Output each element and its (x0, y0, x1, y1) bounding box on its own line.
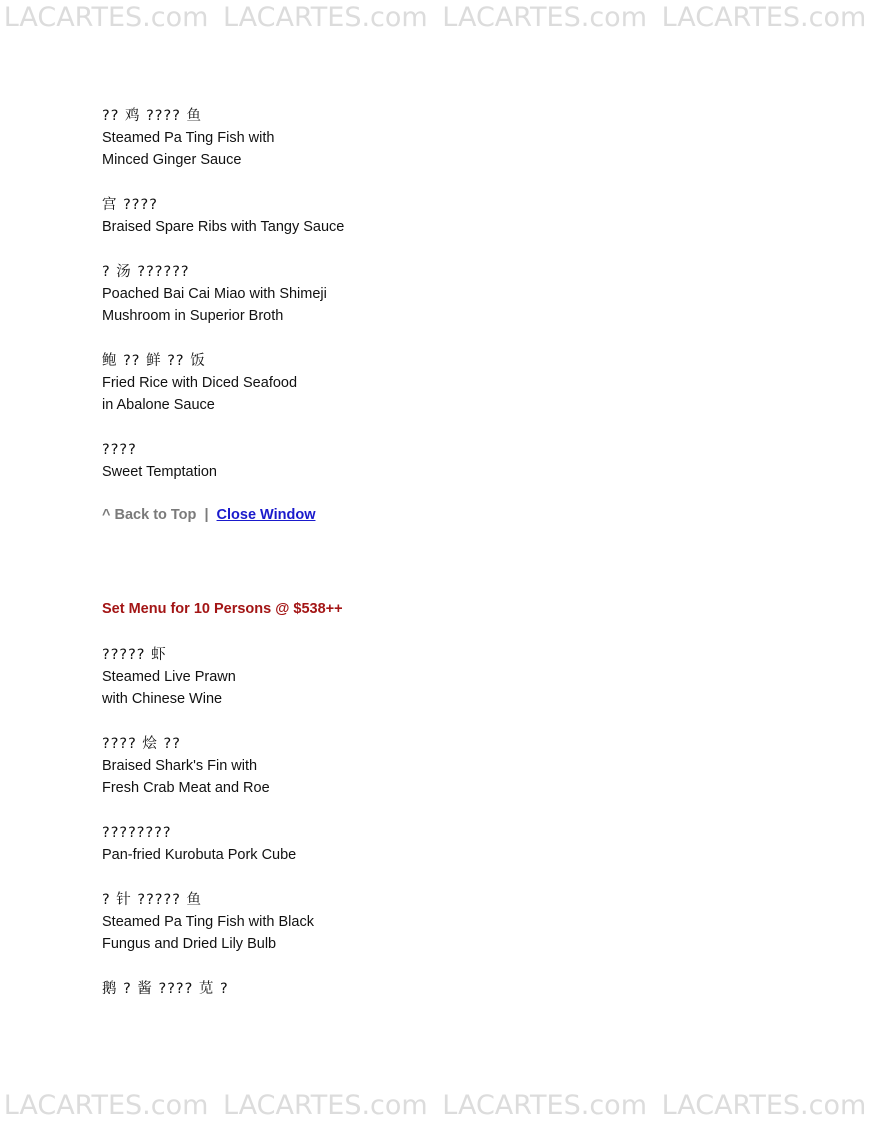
dish-english-line: Fungus and Dried Lily Bulb (102, 936, 277, 952)
dish-english-line: Braised Shark's Fin with (102, 758, 258, 774)
dish-english-line: Steamed Pa Ting Fish with Black (102, 914, 314, 930)
dish-chinese-name: ???? 烩 ?? (102, 736, 181, 752)
menu-content (102, 105, 702, 1023)
menu-dish (102, 978, 702, 1000)
dish-english-line: Fried Rice with Diced Seafood (102, 375, 298, 391)
menu-dish (102, 194, 702, 238)
dish-chinese-name: ???????? (102, 825, 172, 841)
dish-english-line: Steamed Live Prawn (102, 669, 236, 685)
close-window-link[interactable]: Close Window (216, 507, 316, 523)
menu-dish (102, 889, 702, 955)
dish-english-line: Sweet Temptation (102, 464, 217, 480)
dish-english-line: Minced Ginger Sauce (102, 152, 242, 168)
set-menu-heading: Set Menu for 10 Persons @ $538++ (102, 601, 343, 617)
dish-english-line: Poached Bai Cai Miao with Shimeji (102, 286, 327, 302)
dish-chinese-name: ?? 鸡 ???? 鱼 (102, 108, 203, 124)
menu-dish (102, 105, 702, 171)
dish-chinese-name: 宫 ???? (102, 197, 158, 213)
watermark-top: LACARTES.com LACARTES.com LACARTES.com LACARTES.com (3, 2, 867, 33)
dish-english-line: Fresh Crab Meat and Roe (102, 780, 270, 796)
watermark-bottom: LACARTES.com LACARTES.com LACARTES.com LACARTES.com (3, 1090, 867, 1121)
menu-dish (102, 822, 702, 866)
dish-english-line: in Abalone Sauce (102, 397, 215, 413)
dish-chinese-name: 鲍 ?? 鲜 ?? 饭 (102, 353, 206, 369)
menu-dish (102, 644, 702, 710)
nav-separator: | (204, 507, 209, 523)
menu-dish (102, 350, 702, 416)
menu-dish (102, 439, 702, 483)
dish-english-line: Steamed Pa Ting Fish with (102, 130, 275, 146)
dish-chinese-name: ????? 虾 (102, 647, 167, 663)
dish-english-line: with Chinese Wine (102, 691, 223, 707)
menu-dish (102, 733, 702, 799)
dish-english-line: Braised Spare Ribs with Tangy Sauce (102, 219, 345, 235)
dish-chinese-name: ???? (102, 442, 137, 458)
back-to-top-link[interactable]: ^ Back to Top (102, 507, 197, 523)
dish-chinese-name: 鹅 ? 酱 ???? 苋 ? (102, 981, 229, 997)
menu-dish (102, 261, 702, 327)
dish-chinese-name: ? 针 ????? 鱼 (102, 892, 203, 908)
dish-chinese-name: ? 汤 ?????? (102, 264, 190, 280)
dish-english-line: Pan-fried Kurobuta Pork Cube (102, 847, 297, 863)
page-nav (102, 504, 702, 526)
dish-english-line: Mushroom in Superior Broth (102, 308, 284, 324)
